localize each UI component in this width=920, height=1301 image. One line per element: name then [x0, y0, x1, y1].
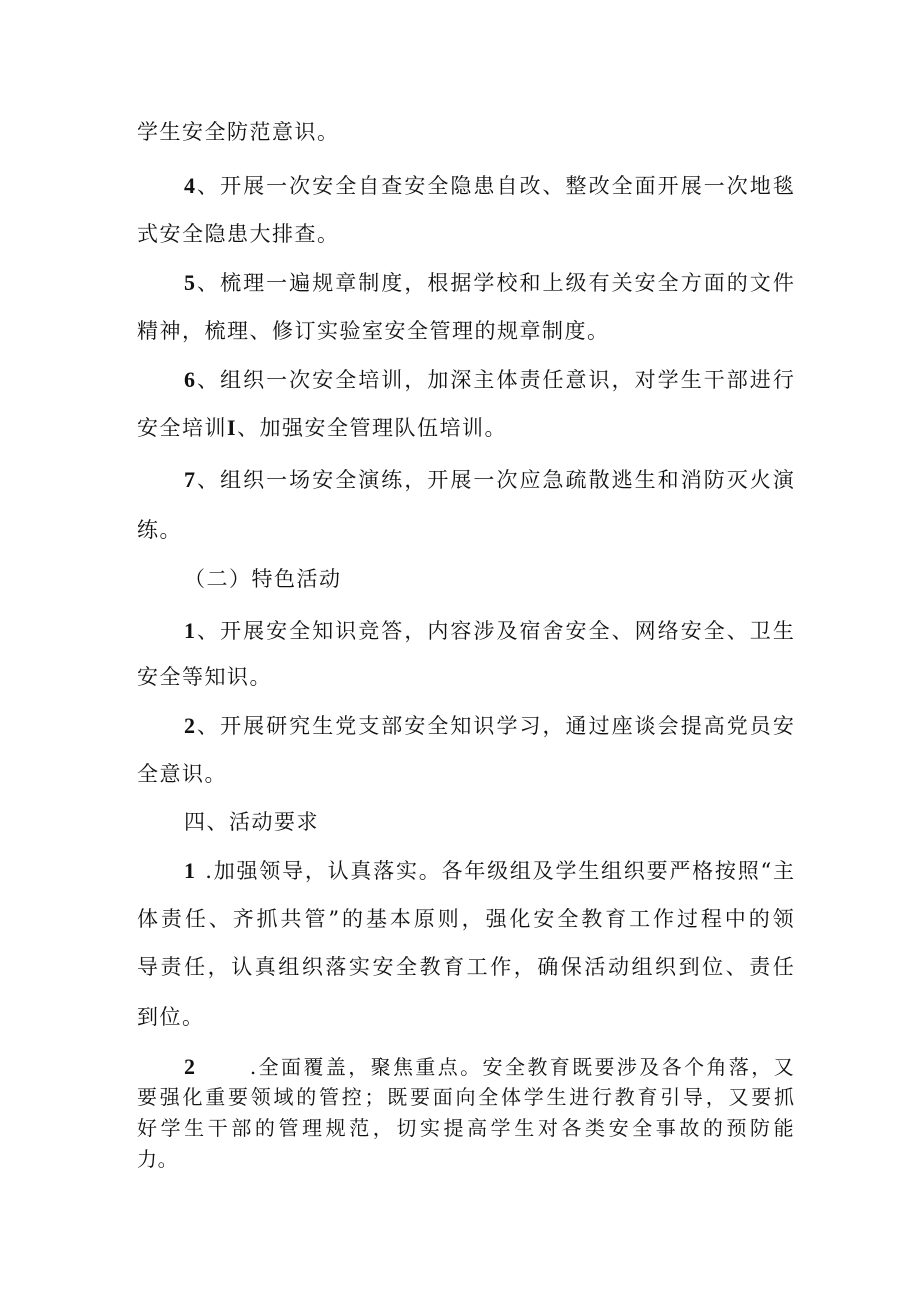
stray-mark: I — [227, 415, 238, 440]
list-item-2: 2 、 开 展 研 究 生 党 支 部 安 全 知 识 学 习 ， 通 过 座 谈 会 提 高 党 员 安 — [184, 713, 794, 738]
list-item-5: 5 、 梳 理 一 遍 规 章 制 度 ， 根 据 学 校 和 上 级 有 关 安 全 方 面 的 文 件 — [184, 270, 794, 295]
item-number: 2 — [184, 1054, 195, 1079]
text-line — [137, 415, 507, 441]
text-line: 好 学 生 干 部 的 管 理 规 范 ， 切 实 提 高 学 生 对 各 类 安 全 事 故 的 预 防 能 — [137, 1116, 794, 1140]
item-number: 1 — [184, 858, 195, 883]
list-item-4: 4 、 开 展 一 次 安 全 自 查 安 全 隐 患 自 改 、 整 改 全 面 开 展 一 次 地 毯 — [184, 173, 794, 198]
text-line: 安全等知识。 — [137, 665, 272, 689]
item-number: 5 — [184, 270, 195, 295]
section-heading: 四、活动要求 — [184, 810, 319, 834]
item-number: 4 — [184, 173, 195, 198]
section-heading: （二）特色活动 — [184, 567, 342, 591]
text-line: 全意识。 — [137, 762, 227, 786]
text-line: 学生安全防范意识。 — [137, 120, 340, 144]
text-line: 到位。 — [137, 1005, 205, 1029]
text-segment: 安全培训 — [137, 416, 227, 440]
text-line: 导 责 任 ， 认 真 组 织 落 实 安 全 教 育 工 作 ， 确 保 活 动 组 织 到 位 、 责 任 — [137, 955, 794, 979]
item-number: 6 — [184, 367, 195, 392]
text-line: 体 责 任 、 齐 抓 共 管 ” 的 基 本 原 则 ， 强 化 安 全 教 育 工 作 过 程 中 的 领 — [137, 907, 794, 931]
item-number: 7 — [184, 467, 195, 492]
text-line: 力。 — [137, 1147, 179, 1171]
item-number: 1 — [184, 618, 195, 643]
list-item-6: 6 、 组 织 一 次 安 全 培 训 ， 加 深 主 体 责 任 意 识 ， 对 学 生 干 部 进 行 — [184, 367, 794, 392]
text-line: 精神，梳理、修订实验室安全管理的规章制度。 — [137, 319, 610, 343]
requirement-item-1: 1 . 加 强 领 导 ， 认 真 落 实 。 各 年 级 组 及 学 生 组 织 要 严 格 按 照 “ 主 — [184, 858, 794, 883]
text-line: 练。 — [137, 518, 182, 542]
requirement-item-2: 2 . 全 面 覆 盖 ， 聚 焦 重 点 。 安 全 教 育 既 要 涉 及 各 个 角 落 ， 又 — [184, 1054, 794, 1079]
item-number: 2 — [184, 713, 195, 738]
text-segment: 、加强安全管理队伍培训。 — [237, 416, 508, 440]
text-line: 式安全隐患大排查。 — [137, 222, 340, 246]
list-item-1: 1 、 开 展 安 全 知 识 竞 答 ， 内 容 涉 及 宿 舍 安 全 、 网 络 安 全 、 卫 生 — [184, 618, 794, 643]
list-item-7: 7 、 组 织 一 场 安 全 演 练 ， 开 展 一 次 应 急 疏 散 逃 生 和 消 防 灭 火 演 — [184, 467, 794, 492]
text-line: 要 强 化 重 要 领 域 的 管 控 ； 既 要 面 向 全 体 学 生 进 行 教 育 引 导 ， 又 要 抓 — [137, 1085, 794, 1109]
